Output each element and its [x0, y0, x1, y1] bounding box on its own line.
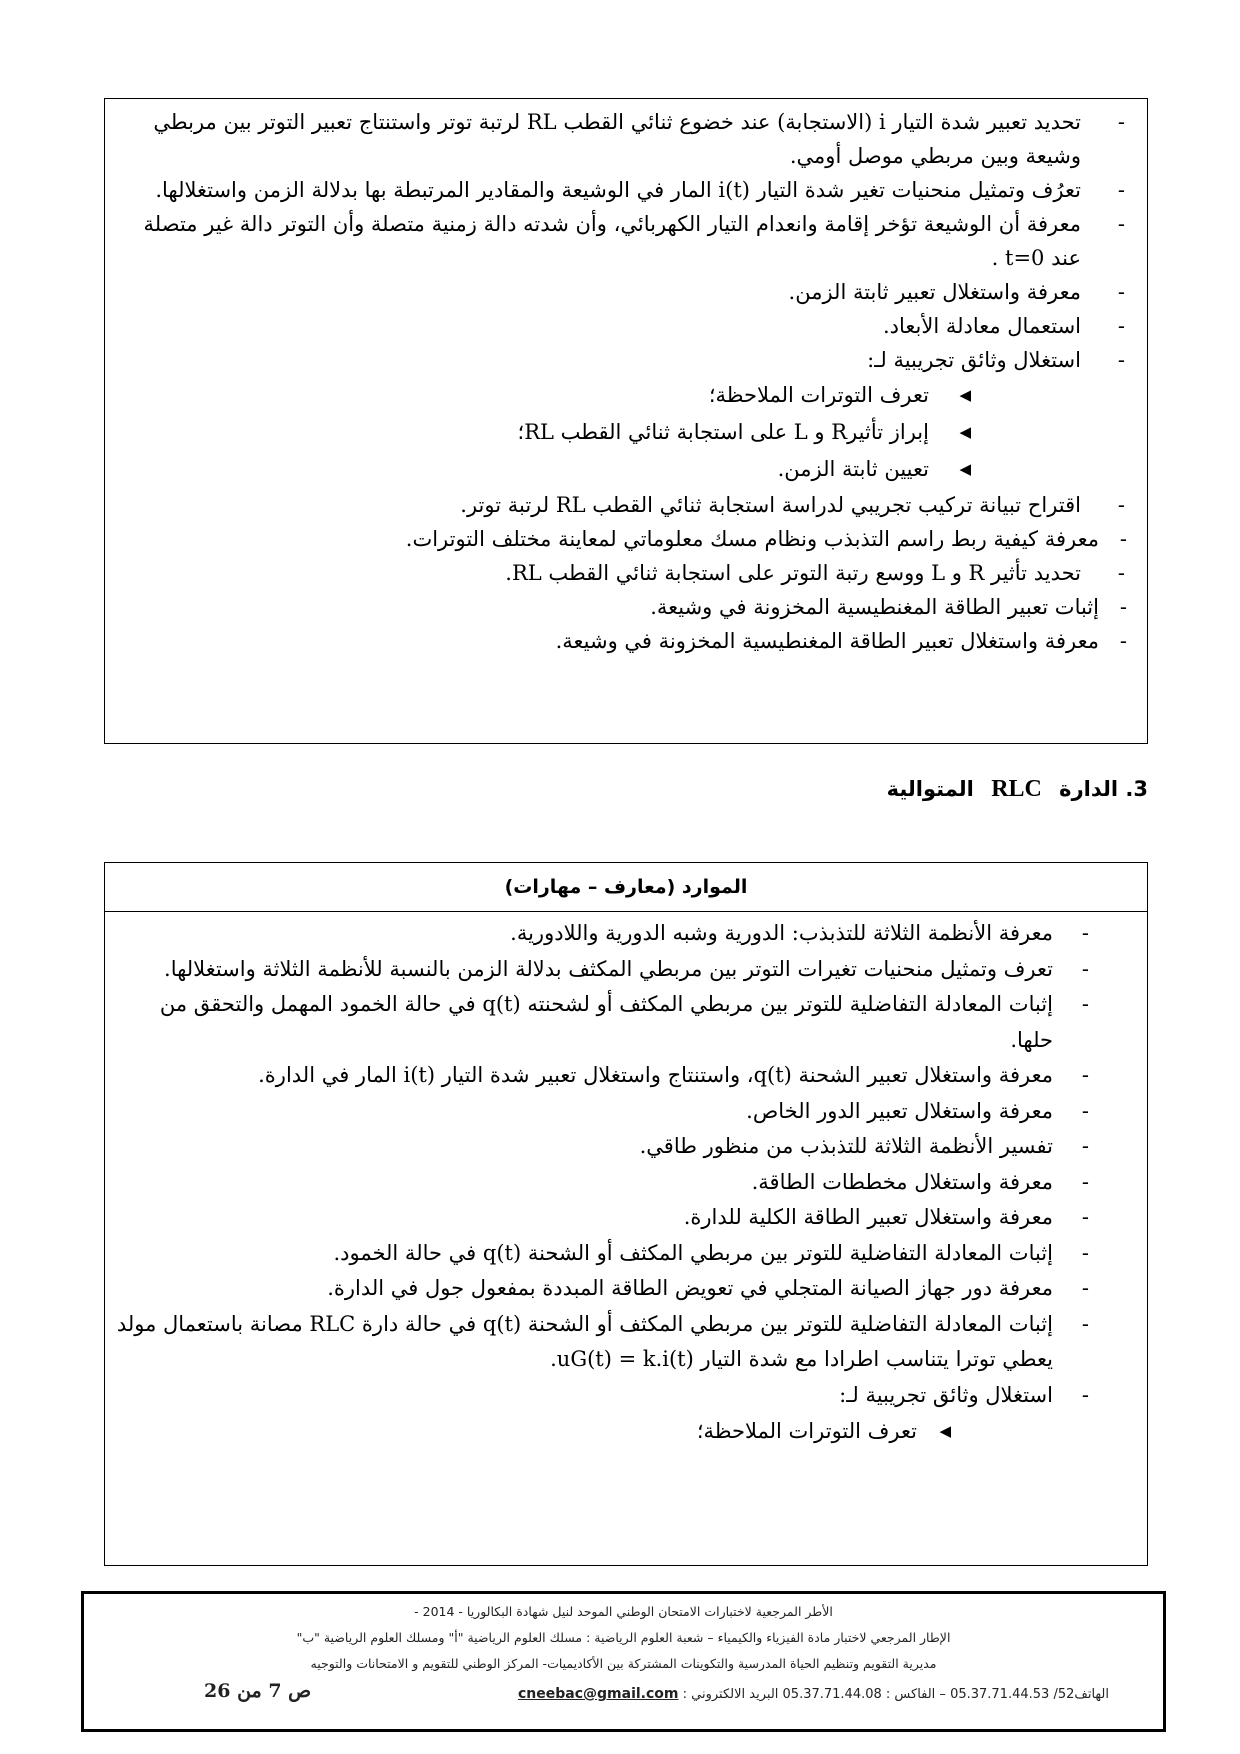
page-number: ص 7 من 26: [204, 1680, 312, 1702]
email-link[interactable]: cneebac@gmail.com: [517, 1686, 679, 1702]
list-item: - إثبات تعبير الطاقة المغنطيسية المخزونة في وشيعة.: [650, 595, 1127, 619]
section-heading: 3. الدارة RLC المتوالية: [886, 776, 1148, 802]
contact-line: الهاتف52/ 05.37.71.44.53 – الفاكس : 05.37.71.44.08 البريد الالكتروني : cneebac@gmail.com: [517, 1686, 1109, 1702]
list-item: - معرفة واستغلال مخططات الطاقة.: [751, 1169, 1089, 1194]
list-item: - إثبات المعادلة التفاضلية للتوتر بين مربطي المكثف أو لشحنته q(t) في حالة الخمود المهمل والتحقق من حلها.: [159, 992, 1089, 1052]
sub-list-item: ◀ إبراز تأثيرR و L على استجابة ثنائي القطب RL؛: [115, 414, 1139, 451]
list-item: - معرفة أن الوشيعة تؤخر إقامة وانعدام التيار الكهربائي، وأن شدته دالة زمنية متصلة وأن التوتر دالة غير متصلة عند t=0 .: [143, 212, 1125, 270]
list-item: - معرفة دور جهاز الصيانة المتجلي في تعويض الطاقة المبددة بمفعول جول في الدارة.: [327, 1276, 1089, 1300]
list-item: - معرفة كيفية ربط راسم التذبذب ونظام مسك معلوماتي لمعاينة مختلف التوترات.: [405, 527, 1127, 551]
skills-box-rlc: [104, 862, 1148, 1566]
list-item: - استغلال وثائق تجريبية لـ:: [867, 348, 1125, 372]
skills-box-rl: [104, 98, 1148, 744]
list-item: - تعرف وتمثيل منحنيات تغيرات التوتر بين مربطي المكثف بدلالة الزمن بالنسبة للأنظمة الثلاثة واستغلالها.: [164, 956, 1089, 981]
list-item: - إثبات المعادلة التفاضلية للتوتر بين مربطي المكثف أو الشحنة q(t) في حالة دارة RLC مصانة باستعمال مولد يعطي توترا يتناسب اطرادا مع شدة التيار uG(t) = k.i(t).: [116, 1311, 1089, 1371]
list-item: - إثبات المعادلة التفاضلية للتوتر بين مربطي المكثف أو الشحنة q(t) في حالة الخمود.: [333, 1240, 1089, 1265]
list-item: - معرفة الأنظمة الثلاثة للتذبذب: الدورية وشبه الدورية واللادورية.: [510, 921, 1089, 945]
list-item: - معرفة واستغلال تعبير الشحنة q(t)، واستنتاج واستغلال تعبير شدة التيار i(t) المار في الدارة.: [258, 1063, 1089, 1087]
list-item: - اقتراح تبيانة تركيب تجريبي لدراسة استجابة ثنائي القطب RL لرتبة توتر.: [460, 493, 1125, 517]
triangle-bullet-icon: ◀: [959, 460, 971, 478]
skills-list: [105, 912, 1147, 1450]
list-item: - استعمال معادلة الأبعاد.: [882, 314, 1125, 338]
list-item: - تحديد تأثير R و L ووسع رتبة التوتر على استجابة ثنائي القطب RL.: [505, 561, 1125, 585]
table-header: الموارد (معارف – مهارات): [105, 863, 1147, 912]
sub-list-item: ◀ تعيين ثابتة الزمن.: [115, 451, 1139, 488]
sub-list-item: ◀ تعرف التوترات الملاحظة؛: [115, 377, 1139, 414]
list-item: - تحديد تعبير شدة التيار i (الاستجابة) عند خضوع ثنائي القطب RL لرتبة توتر واستنتاج تعبير التوتر بين مربطي وشيعة وبين مربطي موصل أومي.: [153, 110, 1125, 168]
list-item: - معرفة واستغلال تعبير الطاقة الكلية للدارة.: [683, 1205, 1089, 1229]
triangle-bullet-icon: ◀: [959, 423, 971, 441]
page-footer: الأطر المرجعية لاختبارات الامتحان الوطني الموحد لنيل شهادة البكالوريا - 2014 - الإطار المرجعي لاختبار مادة الفيزياء والكيمياء – شعبة العلوم الرياضية : مسلك العلوم الرياضية "أ" ومسلك العلوم الرياضية "ب" مديرية التقويم وتنظيم الحياة المدرسية والتكوينات المشتركة بين الأكاديميات- المركز الوطني للتقويم و الامتحانات والتوجيه الهاتف52/ 05.37.71.44.53 – الفاكس : 05.37.71.44.08 البريد الالكتروني : cneebac@gmail.com ص 7 من 26: [81, 1591, 1166, 1732]
triangle-bullet-icon: ◀: [939, 1422, 951, 1440]
list-item: - معرفة واستغلال تعبير الدور الخاص.: [746, 1098, 1089, 1123]
list-item: - تفسير الأنظمة الثلاثة للتذبذب من منظور طاقي.: [639, 1134, 1089, 1158]
list-item: - معرفة واستغلال تعبير الطاقة المغنطيسية المخزونة في وشيعة.: [555, 629, 1127, 653]
list-item: - استغلال وثائق تجريبية لـ:: [839, 1382, 1089, 1407]
sub-list-item: ◀ تعرف التوترات الملاحظة؛: [115, 1413, 1137, 1450]
list-item: - معرفة واستغلال تعبير ثابتة الزمن.: [788, 280, 1125, 304]
triangle-bullet-icon: ◀: [959, 386, 971, 404]
list-item: - تعرُف وتمثيل منحنيات تغير شدة التيار i(t) المار في الوشيعة والمقادير المرتبطة بها بدلالة الزمن واستغلالها.: [155, 178, 1125, 202]
